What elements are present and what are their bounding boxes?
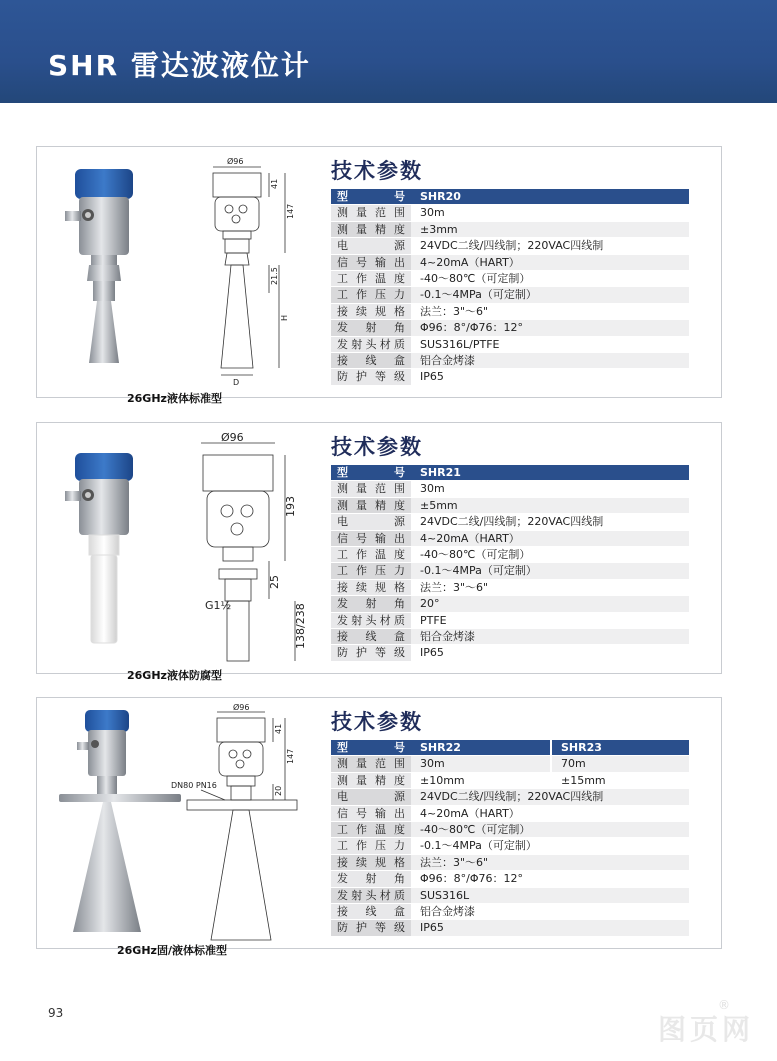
spec-key: 发射头材质 bbox=[331, 888, 411, 904]
spec-key: 测量范围 bbox=[331, 205, 411, 221]
spec-value: 4~20mA（HART） bbox=[411, 806, 689, 822]
spec-row bbox=[331, 205, 689, 221]
dim-diameter: Ø96 bbox=[221, 431, 244, 444]
spec-row bbox=[331, 547, 689, 563]
spec-row bbox=[331, 531, 689, 547]
spec-key: 信号输出 bbox=[331, 806, 411, 822]
dim-d: D bbox=[233, 378, 240, 387]
spec-row bbox=[331, 189, 689, 205]
product-panel-shr20 bbox=[36, 146, 722, 405]
spec-key: 型 号 bbox=[331, 189, 411, 205]
spec-key: 接续规格 bbox=[331, 855, 411, 871]
spec-value: PTFE bbox=[411, 613, 689, 629]
spec-value: 30m bbox=[411, 756, 550, 772]
spec-value: 法兰：3"～6" bbox=[411, 855, 689, 871]
spec-table-shr22-23 bbox=[331, 706, 689, 937]
spec-row bbox=[331, 822, 689, 838]
spec-row bbox=[331, 304, 689, 320]
spec-row bbox=[331, 920, 689, 936]
spec-row bbox=[331, 563, 689, 579]
spec-key: 电 源 bbox=[331, 238, 411, 254]
spec-row bbox=[331, 369, 689, 385]
spec-value: SHR20 bbox=[411, 189, 689, 205]
spec-row bbox=[331, 514, 689, 530]
dim-h3: 21.5 bbox=[270, 267, 279, 285]
spec-key: 工作压力 bbox=[331, 563, 411, 579]
spec-row bbox=[331, 855, 689, 871]
spec-key: 接 线 盒 bbox=[331, 353, 411, 369]
spec-row-accuracy bbox=[331, 773, 689, 789]
spec-key: 工作温度 bbox=[331, 271, 411, 287]
page-header bbox=[0, 0, 777, 103]
page-title: SHR 雷达波液位计 bbox=[48, 49, 311, 82]
spec-row bbox=[331, 481, 689, 497]
spec-value: 30m bbox=[411, 481, 689, 497]
product-panel-shr21 bbox=[36, 422, 722, 682]
spec-value-2: ±15mm bbox=[550, 773, 689, 789]
spec-row bbox=[331, 353, 689, 369]
spec-key: 测量精度 bbox=[331, 498, 411, 514]
spec-value: 铝合金烤漆 bbox=[411, 904, 689, 920]
spec-value: -40～80℃（可定制） bbox=[411, 547, 689, 563]
spec-value: 24VDC二线/四线制；220VAC四线制 bbox=[411, 789, 689, 805]
spec-row bbox=[331, 337, 689, 353]
spec-value: 铝合金烤漆 bbox=[411, 629, 689, 645]
spec-value: 4~20mA（HART） bbox=[411, 255, 689, 271]
spec-value: IP65 bbox=[411, 645, 689, 661]
spec-row bbox=[331, 498, 689, 514]
dimension-drawing-shr22-23 bbox=[163, 704, 313, 944]
spec-key: 测量精度 bbox=[331, 773, 411, 789]
spec-value: 法兰：3"～6" bbox=[411, 304, 689, 320]
spec-value: ±3mm bbox=[411, 222, 689, 238]
spec-value: SHR22 bbox=[411, 740, 550, 756]
dim-h2: 25 bbox=[268, 575, 281, 589]
spec-value: SHR21 bbox=[411, 465, 689, 481]
spec-key: 防护等级 bbox=[331, 920, 411, 936]
spec-value: 法兰：3"～6" bbox=[411, 580, 689, 596]
spec-row bbox=[331, 645, 689, 661]
spec-value: 4~20mA（HART） bbox=[411, 531, 689, 547]
spec-value: IP65 bbox=[411, 369, 689, 385]
spec-row bbox=[331, 271, 689, 287]
spec-row bbox=[331, 222, 689, 238]
spec-key: 接 线 盒 bbox=[331, 904, 411, 920]
spec-row bbox=[331, 613, 689, 629]
spec-title: 技术参数 bbox=[331, 710, 423, 734]
spec-key: 接 线 盒 bbox=[331, 629, 411, 645]
page-number: 93 bbox=[48, 1006, 64, 1020]
spec-key: 电 源 bbox=[331, 789, 411, 805]
spec-value: ±5mm bbox=[411, 498, 689, 514]
dim-h1: 41 bbox=[274, 723, 283, 734]
spec-row bbox=[331, 287, 689, 303]
spec-row bbox=[331, 580, 689, 596]
spec-key: 工作温度 bbox=[331, 822, 411, 838]
spec-key: 型 号 bbox=[331, 465, 411, 481]
spec-row bbox=[331, 888, 689, 904]
product-panel-shr22-23 bbox=[36, 697, 722, 957]
dim-diameter: Ø96 bbox=[233, 704, 250, 712]
spec-value: Φ96：8°/Φ76：12° bbox=[411, 871, 689, 887]
spec-value: -0.1～4MPa（可定制） bbox=[411, 838, 689, 854]
spec-row bbox=[331, 871, 689, 887]
dim-h3: 20 bbox=[274, 785, 283, 796]
dim-h1: 41 bbox=[270, 178, 279, 189]
spec-value: -40～80℃（可定制） bbox=[411, 271, 689, 287]
spec-row bbox=[331, 789, 689, 805]
spec-key: 信号输出 bbox=[331, 255, 411, 271]
spec-key: 接续规格 bbox=[331, 580, 411, 596]
spec-row bbox=[331, 320, 689, 336]
dim-flange: DN80 PN16 bbox=[171, 781, 217, 790]
spec-row bbox=[331, 838, 689, 854]
dim-h1: 193 bbox=[284, 496, 297, 517]
spec-row bbox=[331, 806, 689, 822]
spec-table-shr21 bbox=[331, 431, 689, 662]
spec-value: IP65 bbox=[411, 920, 689, 936]
spec-key: 发 射 角 bbox=[331, 320, 411, 336]
spec-key: 测量精度 bbox=[331, 222, 411, 238]
spec-value: SUS316L/PTFE bbox=[411, 337, 689, 353]
spec-title: 技术参数 bbox=[331, 159, 423, 183]
dim-h2: 147 bbox=[286, 748, 295, 764]
spec-row bbox=[331, 596, 689, 612]
spec-key: 防护等级 bbox=[331, 645, 411, 661]
spec-value: 铝合金烤漆 bbox=[411, 353, 689, 369]
spec-key: 发射头材质 bbox=[331, 613, 411, 629]
spec-title: 技术参数 bbox=[331, 435, 423, 459]
spec-value: 20° bbox=[411, 596, 689, 612]
spec-value-2: 70m bbox=[550, 756, 689, 772]
dim-thread: G1½ bbox=[205, 599, 232, 612]
spec-row bbox=[331, 255, 689, 271]
dim-h4: H bbox=[280, 314, 289, 321]
spec-value: -40～80℃（可定制） bbox=[411, 822, 689, 838]
spec-key: 电 源 bbox=[331, 514, 411, 530]
spec-key: 工作压力 bbox=[331, 838, 411, 854]
product-caption: 26GHz固/液体标准型 bbox=[117, 944, 227, 957]
spec-key: 防护等级 bbox=[331, 369, 411, 385]
spec-key: 工作温度 bbox=[331, 547, 411, 563]
spec-row-range bbox=[331, 756, 689, 772]
spec-value: -0.1～4MPa（可定制） bbox=[411, 563, 689, 579]
spec-key: 接续规格 bbox=[331, 304, 411, 320]
spec-key: 测量范围 bbox=[331, 481, 411, 497]
dim-h3: 138/238 bbox=[294, 603, 307, 649]
spec-key: 信号输出 bbox=[331, 531, 411, 547]
spec-value: 24VDC二线/四线制；220VAC四线制 bbox=[411, 514, 689, 530]
dim-h2: 147 bbox=[286, 203, 295, 219]
product-photo-anticorrosion bbox=[63, 445, 163, 650]
watermark: 图页网 bbox=[658, 1013, 755, 1046]
dimension-drawing-shr20 bbox=[195, 153, 315, 388]
spec-row bbox=[331, 465, 689, 481]
spec-key: 型 号 bbox=[331, 740, 411, 756]
spec-row bbox=[331, 238, 689, 254]
spec-key: 发 射 角 bbox=[331, 596, 411, 612]
product-photo-horn-standard bbox=[63, 163, 163, 378]
spec-key: 测量范围 bbox=[331, 756, 411, 772]
watermark-reg-mark: ® bbox=[718, 998, 730, 1012]
product-caption: 26GHz液体防腐型 bbox=[127, 669, 222, 682]
spec-value-2: SHR23 bbox=[550, 740, 689, 756]
dim-diameter: Ø96 bbox=[227, 157, 244, 166]
spec-value: SUS316L bbox=[411, 888, 689, 904]
spec-value: ±10mm bbox=[411, 773, 550, 789]
spec-row bbox=[331, 629, 689, 645]
spec-value: 30m bbox=[411, 205, 689, 221]
product-caption: 26GHz液体标准型 bbox=[127, 392, 222, 405]
spec-value: 24VDC二线/四线制；220VAC四线制 bbox=[411, 238, 689, 254]
spec-key: 工作压力 bbox=[331, 287, 411, 303]
spec-key: 发 射 角 bbox=[331, 871, 411, 887]
spec-table-shr20 bbox=[331, 155, 689, 386]
spec-value: Φ96：8°/Φ76：12° bbox=[411, 320, 689, 336]
spec-value: -0.1～4MPa（可定制） bbox=[411, 287, 689, 303]
spec-key: 发射头材质 bbox=[331, 337, 411, 353]
spec-row-model bbox=[331, 740, 689, 756]
dimension-drawing-shr21 bbox=[185, 429, 325, 664]
spec-row bbox=[331, 904, 689, 920]
